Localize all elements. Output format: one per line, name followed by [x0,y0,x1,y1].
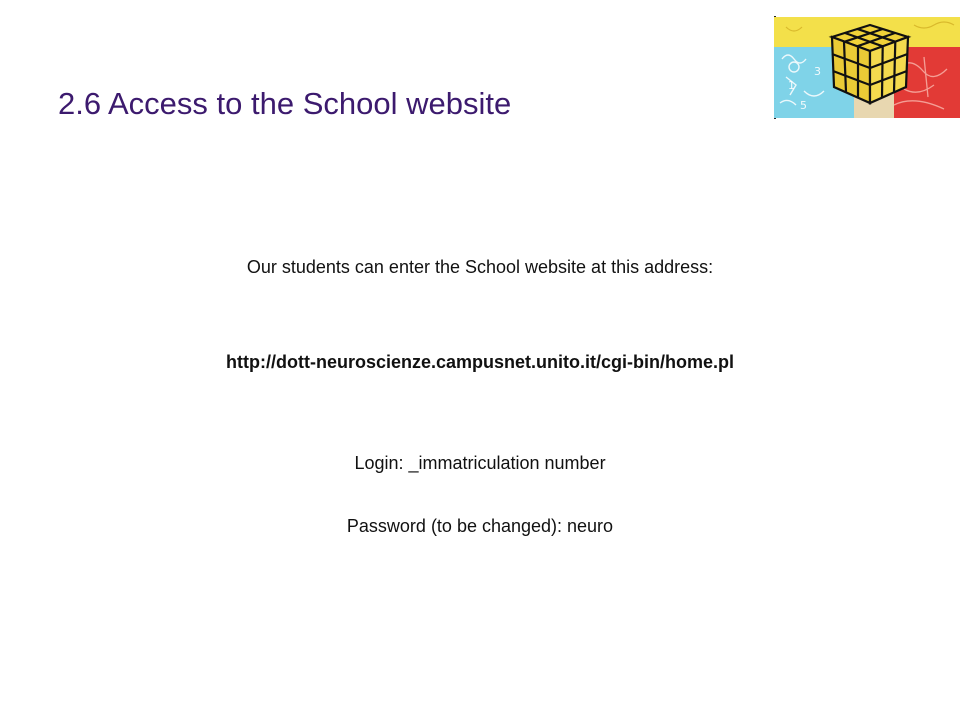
svg-text:3: 3 [814,65,821,78]
rubiks-cube-icon [774,17,960,118]
password-info: Password (to be changed): neuro [346,516,614,536]
login-info: Login: _immatriculation number [354,453,606,473]
school-website-link[interactable]: http://dott-neuroscienze.campusnet.unito.it/cgi-bin/home.pl [226,352,734,372]
svg-text:5: 5 [800,99,807,112]
intro-text: Our students can enter the School website at this address: [246,257,714,277]
slide-title: 2.6 Access to the School website [58,86,512,121]
svg-text:1: 1 [788,79,795,92]
logo [774,17,960,118]
